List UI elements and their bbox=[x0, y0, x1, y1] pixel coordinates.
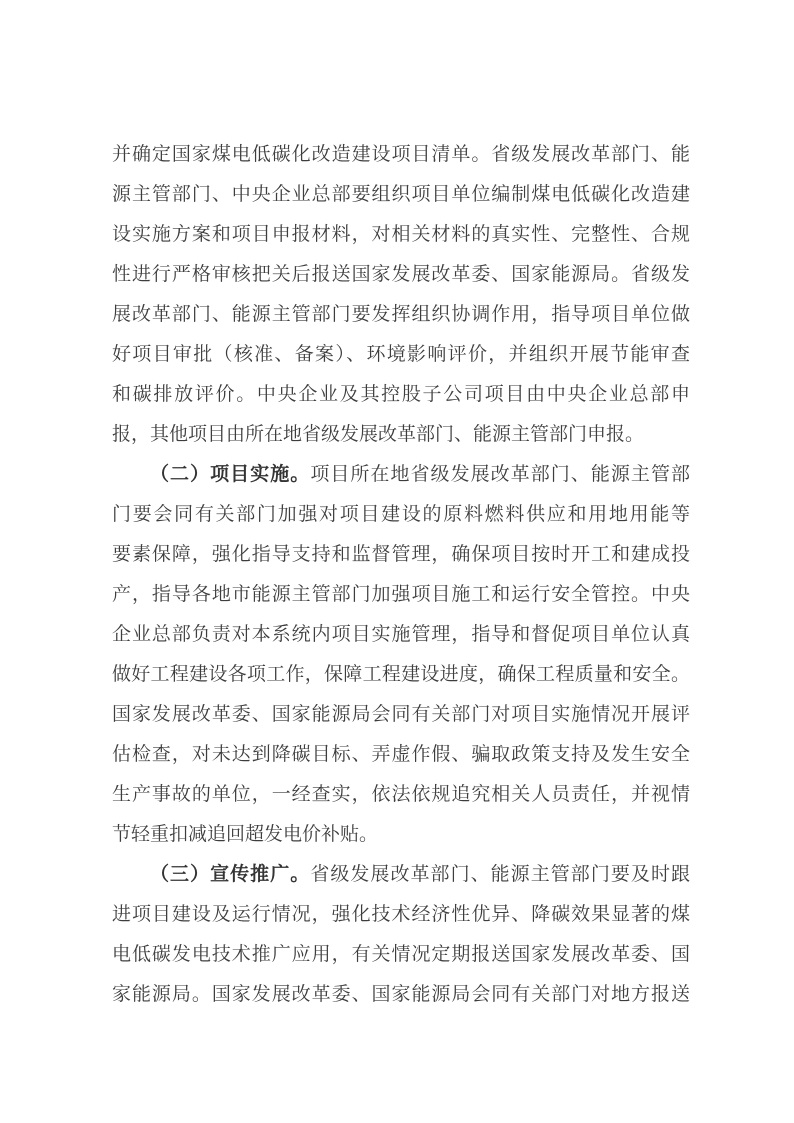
text-line: 要素保障，强化指导支持和监督管理，确保项目按时开工和建成投 bbox=[112, 544, 690, 565]
text-line: 国家发展改革委、国家能源局会同有关部门对项目实施情况开展评 bbox=[112, 704, 690, 725]
paragraph-text: 省级发展改革部门、能源主管部门要及时跟 bbox=[310, 864, 690, 885]
text-line: 企业总部负责对本系统内项目实施管理，指导和督促项目单位认真 bbox=[112, 624, 690, 645]
document-body bbox=[112, 135, 690, 1015]
text-line: 和碳排放评价。中央企业及其控股子公司项目由中央企业总部申 bbox=[112, 384, 690, 405]
text-line: 节轻重扣减追回超发电价补贴。 bbox=[112, 824, 379, 845]
text-line: 产，指导各地市能源主管部门加强项目施工和运行安全管控。中央 bbox=[112, 584, 690, 605]
text-line: 报，其他项目由所在地省级发展改革部门、能源主管部门申报。 bbox=[112, 424, 645, 445]
paragraph-lead: （二）项目实施。 bbox=[150, 464, 311, 485]
text-line: 生产事故的单位，一经查实，依法依规追究相关人员责任，并视情 bbox=[112, 784, 690, 805]
text-line: 设实施方案和项目申报材料，对相关材料的真实性、完整性、合规 bbox=[112, 224, 690, 245]
text-line: 并确定国家煤电低碳化改造建设项目清单。省级发展改革部门、能 bbox=[112, 144, 690, 165]
text-line: 性进行严格审核把关后报送国家发展改革委、国家能源局。省级发 bbox=[112, 264, 690, 285]
text-line: 展改革部门、能源主管部门要发挥组织协调作用，指导项目单位做 bbox=[112, 304, 690, 325]
text-line: 好项目审批（核准、备案）、环境影响评价，并组织开展节能审查 bbox=[112, 344, 690, 365]
text-line bbox=[112, 855, 690, 895]
paragraph-lead: （三）宣传推广。 bbox=[150, 864, 311, 885]
paragraph-text: 项目所在地省级发展改革部门、能源主管部 bbox=[310, 464, 690, 485]
text-line: 家能源局。国家发展改革委、国家能源局会同有关部门对地方报送 bbox=[112, 984, 690, 1005]
text-line: 估检查，对未达到降碳目标、弄虚作假、骗取政策支持及发生安全 bbox=[112, 744, 690, 765]
text-line: 门要会同有关部门加强对项目建设的原料燃料供应和用地用能等 bbox=[112, 504, 690, 525]
text-line: 进项目建设及运行情况，强化技术经济性优异、降碳效果显著的煤 bbox=[112, 904, 690, 925]
text-line: 源主管部门、中央企业总部要组织项目单位编制煤电低碳化改造建 bbox=[112, 184, 690, 205]
text-line bbox=[112, 455, 690, 495]
text-line: 做好工程建设各项工作，保障工程建设进度，确保工程质量和安全。 bbox=[112, 664, 690, 685]
text-line: 电低碳发电技术推广应用，有关情况定期报送国家发展改革委、国 bbox=[112, 944, 690, 965]
